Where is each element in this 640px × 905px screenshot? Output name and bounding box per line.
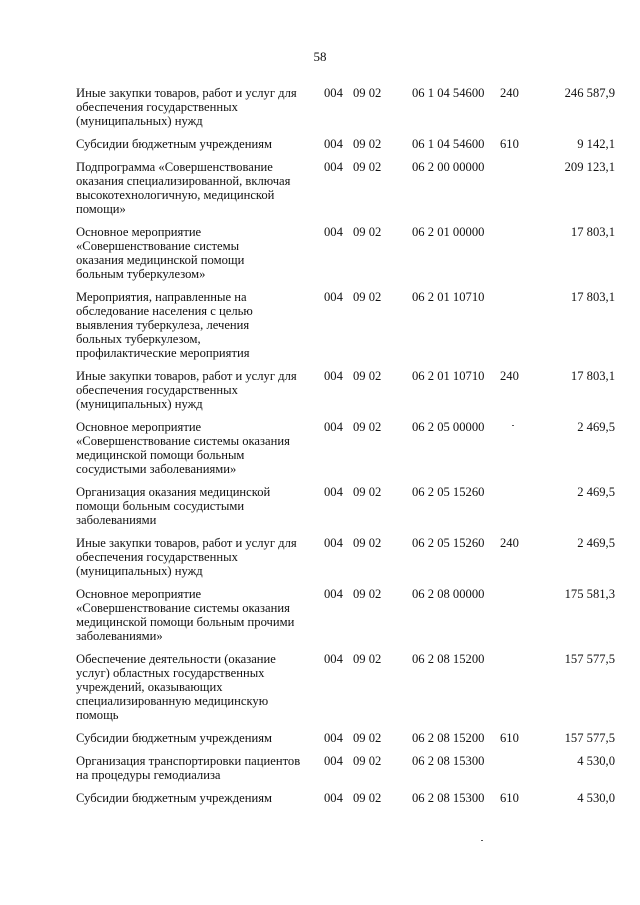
- table-row: [76, 225, 615, 281]
- expense-type-code: [495, 290, 541, 360]
- department-code: 004: [324, 652, 343, 666]
- section-subsection: 09 02: [353, 290, 382, 304]
- table-row: [76, 731, 615, 745]
- table-row: [76, 652, 615, 722]
- expense-type-code: 240: [500, 536, 519, 550]
- section-subsection: 09 02: [353, 86, 382, 100]
- amount: 157 577,5: [564, 731, 615, 745]
- section-subsection: 09 02: [353, 225, 382, 239]
- department-code: 004: [324, 754, 343, 768]
- expense-type-code: 610: [500, 731, 519, 745]
- department-code: 004: [324, 536, 343, 550]
- target-item-code: 06 2 05 00000: [412, 420, 485, 434]
- row-name: Обеспечение деятельности (оказание услуг) областных государственных учреждений, оказывающих специализированную медицинскую помощь: [76, 652, 276, 722]
- row-name: Основное мероприятие «Совершенствование системы оказания медицинской помощи больным сосудистыми заболеваниями»: [76, 420, 290, 476]
- section-subsection: 09 02: [353, 791, 382, 805]
- row-name: Основное мероприятие «Совершенствование системы оказания медицинской помощи больным прочими заболеваниями»: [76, 587, 295, 643]
- amount: 246 587,9: [564, 86, 615, 100]
- table-row: [76, 86, 615, 128]
- row-name: Организация транспортировки пациентов на процедуры гемодиализа: [76, 754, 301, 782]
- target-item-code: 06 1 04 54600: [412, 86, 485, 100]
- scan-speck: [512, 425, 514, 426]
- target-item-code: 06 2 01 10710: [412, 290, 485, 304]
- table-row: [76, 369, 615, 411]
- expense-type-code: 240: [500, 369, 519, 383]
- department-code: 004: [324, 290, 343, 304]
- expense-type-code: [495, 587, 541, 643]
- section-subsection: 09 02: [353, 754, 382, 768]
- section-subsection: 09 02: [353, 137, 382, 151]
- table-row: [76, 754, 615, 782]
- row-name: Субсидии бюджетным учреждениям: [76, 791, 272, 805]
- target-item-code: 06 2 05 15260: [412, 485, 485, 499]
- table-row: [76, 587, 615, 643]
- department-code: 004: [324, 485, 343, 499]
- expense-type-code: [495, 652, 541, 722]
- section-subsection: 09 02: [353, 587, 382, 601]
- table-row: [76, 485, 615, 527]
- expense-type-code: [495, 160, 541, 216]
- row-name: Подпрограмма «Совершенствование оказания специализированной, включая высокотехнологичную, медицинской помощи»: [76, 160, 291, 216]
- expense-type-code: 240: [500, 86, 519, 100]
- amount: 2 469,5: [577, 536, 615, 550]
- section-subsection: 09 02: [353, 160, 382, 174]
- expense-type-code: [495, 754, 541, 782]
- department-code: 004: [324, 420, 343, 434]
- table-row: [76, 160, 615, 216]
- row-name: Иные закупки товаров, работ и услуг для обеспечения государственных (муниципальных) нужд: [76, 86, 297, 128]
- department-code: 004: [324, 369, 343, 383]
- amount: 2 469,5: [577, 420, 615, 434]
- target-item-code: 06 2 00 00000: [412, 160, 485, 174]
- department-code: 004: [324, 86, 343, 100]
- target-item-code: 06 2 08 15300: [412, 791, 485, 805]
- amount: 17 803,1: [570, 290, 615, 304]
- department-code: 004: [324, 160, 343, 174]
- amount: 4 530,0: [577, 754, 615, 768]
- table-row: [76, 420, 615, 476]
- section-subsection: 09 02: [353, 485, 382, 499]
- table-row: [76, 290, 615, 360]
- expense-type-code: 610: [500, 791, 519, 805]
- target-item-code: 06 2 08 15300: [412, 754, 485, 768]
- amount: 9 142,1: [577, 137, 615, 151]
- row-name: Мероприятия, направленные на обследование населения с целью выявления туберкулеза, лечения больных туберкулезом, профилактические мероприятия: [76, 290, 253, 360]
- page-number: 58: [313, 49, 327, 64]
- amount: 157 577,5: [564, 652, 615, 666]
- expense-type-code: [495, 225, 541, 281]
- department-code: 004: [324, 791, 343, 805]
- amount: 4 530,0: [577, 791, 615, 805]
- budget-table: [76, 86, 615, 814]
- row-name: Организация оказания медицинской помощи больным сосудистыми заболеваниями: [76, 485, 271, 527]
- target-item-code: 06 2 01 10710: [412, 369, 485, 383]
- row-name: Основное мероприятие «Совершенствование системы оказания медицинской помощи больным туберкулезом»: [76, 225, 245, 281]
- table-row: [76, 137, 615, 151]
- amount: 2 469,5: [577, 485, 615, 499]
- section-subsection: 09 02: [353, 420, 382, 434]
- target-item-code: 06 2 08 15200: [412, 731, 485, 745]
- row-name: Субсидии бюджетным учреждениям: [76, 731, 272, 745]
- expense-type-code: [495, 485, 541, 527]
- target-item-code: 06 2 01 00000: [412, 225, 485, 239]
- amount: 17 803,1: [570, 369, 615, 383]
- expense-type-code: [495, 420, 541, 476]
- section-subsection: 09 02: [353, 731, 382, 745]
- department-code: 004: [324, 137, 343, 151]
- target-item-code: 06 1 04 54600: [412, 137, 485, 151]
- section-subsection: 09 02: [353, 652, 382, 666]
- amount: 175 581,3: [564, 587, 615, 601]
- amount: 17 803,1: [570, 225, 615, 239]
- section-subsection: 09 02: [353, 536, 382, 550]
- row-name: Иные закупки товаров, работ и услуг для обеспечения государственных (муниципальных) нужд: [76, 369, 297, 411]
- department-code: 004: [324, 225, 343, 239]
- expense-type-code: 610: [500, 137, 519, 151]
- target-item-code: 06 2 08 15200: [412, 652, 485, 666]
- target-item-code: 06 2 08 00000: [412, 587, 485, 601]
- row-name: Иные закупки товаров, работ и услуг для обеспечения государственных (муниципальных) нужд: [76, 536, 297, 578]
- table-row: [76, 791, 615, 805]
- department-code: 004: [324, 731, 343, 745]
- target-item-code: 06 2 05 15260: [412, 536, 485, 550]
- row-name: Субсидии бюджетным учреждениям: [76, 137, 272, 151]
- amount: 209 123,1: [564, 160, 615, 174]
- department-code: 004: [324, 587, 343, 601]
- table-row: [76, 536, 615, 578]
- scan-speck: [481, 840, 483, 841]
- section-subsection: 09 02: [353, 369, 382, 383]
